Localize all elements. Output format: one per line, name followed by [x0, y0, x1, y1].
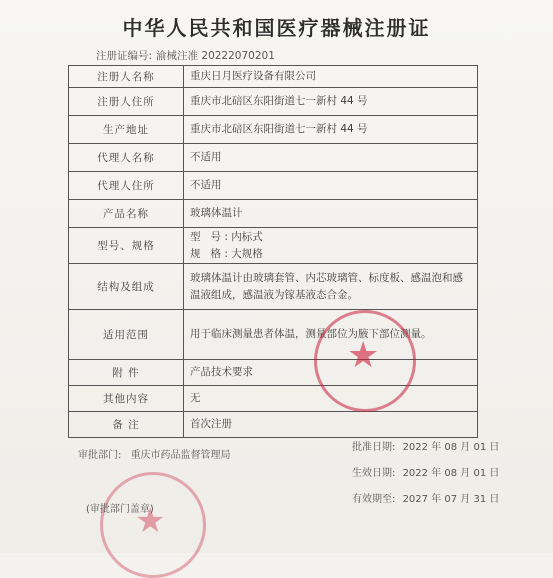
- row-label: 附 件: [69, 360, 184, 386]
- row-label: 代理人住所: [69, 172, 184, 200]
- star-icon: ★: [347, 335, 380, 376]
- approval-date: 2022 年 08 月 01 日: [402, 442, 500, 453]
- row-label: 代理人名称: [69, 144, 184, 172]
- expiry-date-line: [352, 490, 499, 505]
- row-value: 产品技术要求: [184, 360, 478, 386]
- approver-label: 审批部门:: [78, 450, 122, 461]
- row-label: 适用范围: [69, 310, 184, 360]
- approval-date-line: [352, 438, 499, 453]
- registration-number-value: 渝械注准 20222070201: [156, 50, 275, 62]
- row-value: 无: [184, 386, 478, 412]
- approval-date-label: 批准日期:: [352, 442, 396, 453]
- table-row: [69, 360, 478, 386]
- table-row: [69, 116, 478, 144]
- model-line: 型 号 : 内标式: [190, 230, 263, 243]
- effective-date-line: [352, 464, 499, 479]
- row-value: [184, 228, 478, 264]
- table-row: [69, 264, 478, 310]
- authority-seal: [100, 472, 206, 578]
- info-table: [68, 65, 478, 438]
- seal-note: (审批部门盖章): [86, 504, 154, 515]
- table-row: [69, 172, 478, 200]
- registration-number-label: 注册证编号:: [96, 50, 153, 62]
- row-value: 首次注册: [184, 412, 478, 438]
- table-row: [69, 386, 478, 412]
- registration-number: [96, 48, 275, 63]
- spec-line: 规 格 : 大规格: [190, 247, 263, 260]
- row-value: 不适用: [184, 144, 478, 172]
- expiry-date-label: 有效期至:: [352, 494, 396, 505]
- table-row: [69, 412, 478, 438]
- row-value: 不适用: [184, 172, 478, 200]
- star-icon: ★: [135, 501, 166, 541]
- table-row: [69, 66, 478, 88]
- effective-date-label: 生效日期:: [352, 468, 396, 479]
- row-value: 玻璃体温计由玻璃套管、内芯玻璃管、标度板、感温泡和感温液组成，感温液为镓基液态合金。: [184, 264, 478, 310]
- row-label: 注册人名称: [69, 66, 184, 88]
- certificate-title: 中华人民共和国医疗器械注册证: [122, 16, 431, 40]
- table-row: [69, 88, 478, 116]
- effective-date: 2022 年 08 月 01 日: [402, 468, 500, 479]
- row-value: 玻璃体温计: [184, 200, 478, 228]
- table-row: [69, 144, 478, 172]
- row-value: 重庆市北碚区东阳街道七一新村 44 号: [184, 88, 478, 116]
- table-row: [69, 310, 478, 360]
- row-label: 其他内容: [69, 386, 184, 412]
- row-value: 重庆日月医疗设备有限公司: [184, 66, 478, 88]
- row-label: 生产地址: [69, 116, 184, 144]
- row-label: 结构及组成: [69, 264, 184, 310]
- row-value: 用于临床测量患者体温，测量部位为腋下部位测量。: [184, 310, 478, 360]
- row-label: 备 注: [69, 412, 184, 438]
- expiry-date: 2027 年 07 月 31 日: [402, 494, 500, 505]
- row-label: 产品名称: [69, 200, 184, 228]
- approver-line: [78, 446, 231, 461]
- table-row: [69, 200, 478, 228]
- table-row: [69, 228, 478, 264]
- row-label: 型号、规格: [69, 228, 184, 264]
- company-seal: [314, 310, 416, 412]
- row-value: 重庆市北碚区东阳街道七一新村 44 号: [184, 116, 478, 144]
- row-label: 注册人住所: [69, 88, 184, 116]
- approver-value: 重庆市药品监督管理局: [130, 450, 231, 461]
